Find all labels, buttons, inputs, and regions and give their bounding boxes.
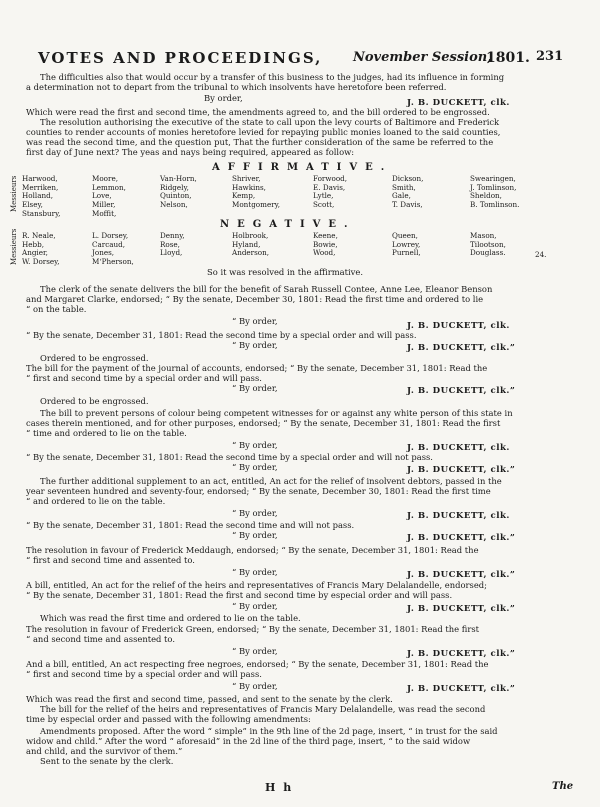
voter-name: Kemp, [232, 191, 256, 201]
voter-name: Moffit, [92, 208, 117, 218]
voter-name: Wood, [313, 248, 336, 258]
text-line: The resolution in favour of Frederick Meddaugh, endorsed; “ By the senate, December 31, 1801: Read the [26, 545, 479, 555]
header-year: 1801. [486, 50, 530, 66]
voter-name: B. Tomlinson. [470, 200, 520, 210]
affirmative-heading: AFFIRMATIVE. [212, 162, 393, 173]
text-line: The clerk of the senate delivers the bill for the benefit of Sarah Russell Contee, Anne Lee, Eleanor Benson [40, 284, 493, 294]
text-line: The resolution authorising the executive of the state to call upon the levy courts of Baltimore and Frederick [40, 117, 500, 127]
text-line: The further additional supplement to an act, entitled, An act for the relief of insolvent debtors, passed in the [40, 476, 502, 486]
text-line: and Margaret Clarke, endorsed; “ By the senate, December 30, 1801: Read the first time and ordered to lie [26, 294, 484, 304]
text-line: and child, and the survivor of them.” [26, 746, 183, 756]
voter-name: Angier, [22, 248, 48, 258]
text-line: “ By the senate, December 31, 1801: Read the second time by a special order and will pass. [26, 330, 417, 340]
voter-name: W. Dorsey, [22, 257, 60, 267]
voter-name: Tilootson, [470, 239, 506, 249]
by-order: “ By order, [232, 508, 278, 518]
text-line: And a bill, entitled, An act respecting free negroes, endorsed; “ By the senate, December 31, 1801: Read the [26, 659, 489, 669]
by-order: “ By order, [232, 462, 278, 472]
clerk-signature: J. B. DUCKETT, clk.” [407, 465, 516, 475]
text-line: time by especial order and passed with the following amendments: [26, 714, 311, 724]
voter-name: Lytle, [313, 191, 334, 201]
clerk-signature: J. B. DUCKETT, clk.” [407, 649, 516, 659]
voter-name: Quinton, [160, 191, 192, 201]
voter-name: M‘Pherson, [92, 257, 134, 267]
by-order: “ By order, [232, 601, 278, 611]
voter-name: Nelson, [160, 200, 188, 210]
voter-name: Scott, [313, 200, 335, 210]
text-line: cases therein mentioned, and for other purposes, endorsed; “ By the senate, December 31, 1801: Read the first [26, 418, 501, 428]
voter-name: Holland, [22, 191, 53, 201]
voter-name: Rose, [160, 239, 180, 249]
text-line: “ on the table. [26, 304, 87, 314]
clerk-signature: J. B. DUCKETT, clk. [407, 98, 510, 108]
text-line: Sent to the senate by the clerk. [40, 756, 174, 766]
voter-name: Gale, [392, 191, 411, 201]
vote-column [22, 232, 60, 267]
voter-name: J. Tomlinson, [470, 182, 517, 192]
vote-column [232, 175, 280, 210]
text-line: “ first and second time by a special order and will pass. [26, 669, 262, 679]
header-title: VOTES AND PROCEEDINGS, [38, 49, 323, 67]
catchword: The [552, 781, 574, 792]
text-line: Amendments proposed. After the word “ simple” in the 9th line of the 2d page, insert, “ in trust for the said [40, 726, 498, 736]
voter-name: Swearingen, [470, 174, 516, 183]
voter-name: Stansbury, [22, 208, 61, 218]
voter-name: Lloyd, [160, 248, 183, 258]
by-order: “ By order, [232, 340, 278, 350]
voter-name: T. Davis, [392, 200, 423, 210]
vote-column [313, 175, 347, 210]
voter-name: Harwood, [22, 174, 58, 183]
text-line: first day of June next? The yeas and nays being required, appeared as follow: [26, 147, 355, 157]
text-line: The bill for the relief of the heirs and representatives of Francis Mary Delalandelle, was read the second [40, 704, 486, 714]
text-line: year seventeen hundred and seventy-four, endorsed; “ By the senate, December 30, 1801: Read the first time [26, 486, 491, 496]
by-order: “ By order, [232, 383, 278, 393]
text-line: The bill to prevent persons of colour being competent witnesses for or against any white person of this state in [40, 408, 513, 418]
clerk-signature: J. B. DUCKETT, clk. [407, 511, 510, 521]
voter-name: Douglass. [470, 248, 506, 258]
voter-name: Hawkins, [232, 182, 266, 192]
text-line: “ By the senate, December 31, 1801: Read the first and second time by especial order and will pass. [26, 590, 453, 600]
voter-name: Lemmon, [92, 182, 126, 192]
text-line: The bill for the payment of the journal of accounts, endorsed; “ By the senate, December 31, 1801: Read the [26, 363, 488, 373]
voter-name: Lowrey, [392, 239, 421, 249]
clerk-signature: J. B. DUCKETT, clk.” [407, 343, 516, 353]
vote-column [470, 232, 506, 258]
voter-name: Hyland, [232, 239, 261, 249]
messieurs-label: Messieurs [10, 228, 18, 265]
text-line: The resolution in favour of Frederick Green, endorsed; “ By the senate, December 31, 1801: Read the first [26, 624, 480, 634]
voter-name: Keene, [313, 231, 338, 240]
voter-name: Forwood, [313, 174, 348, 183]
signature-mark: H h [265, 781, 294, 794]
vote-column [313, 232, 338, 258]
text-line: a determination not to depart from the tribunal to which insolvents have heretofore been referred. [26, 82, 447, 92]
by-order: “ By order, [232, 567, 278, 577]
clerk-signature: J. B. DUCKETT, clk.” [407, 684, 516, 694]
text-line: Ordered to be engrossed. [40, 353, 149, 363]
text-line: The difficulties also that would occur by a transfer of this business to the judges, had its influence in forming [40, 72, 505, 82]
voter-name: Dickson, [392, 174, 424, 183]
by-order: “ By order, [232, 681, 278, 691]
voter-name: Miller, [92, 200, 116, 210]
voter-name: Shriver, [232, 174, 261, 183]
by-order: “ By order, [232, 316, 278, 326]
clerk-signature: J. B. DUCKETT, clk.” [407, 386, 516, 396]
vote-column [160, 232, 185, 258]
voter-name: Purnell, [392, 248, 421, 258]
vote-column [92, 232, 134, 267]
text-line: “ first and second time by a special order and will pass. [26, 373, 262, 383]
text-line: A bill, entitled, An act for the relief of the heirs and representatives of Francis Mary Delalandelle, endorsed; [26, 580, 487, 590]
vote-column [92, 175, 126, 219]
voter-name: Merriken, [22, 182, 59, 192]
by-order: “ By order, [232, 646, 278, 656]
voter-name: Anderson, [232, 248, 270, 258]
clerk-signature: J. B. DUCKETT, clk. [407, 443, 510, 453]
clerk-signature: J. B. DUCKETT, clk.” [407, 604, 516, 614]
vote-column [160, 175, 197, 210]
voter-name: Montgomery, [232, 200, 281, 210]
text-line: Ordered to be engrossed. [40, 396, 149, 406]
clerk-signature: J. B. DUCKETT, clk.” [407, 533, 516, 543]
text-line: “ and second time and assented to. [26, 634, 175, 644]
voter-name: Mason, [470, 231, 497, 240]
text-line: counties to render accounts of monies heretofore levied for repaying public monies loaned to the said counties, [26, 127, 501, 137]
text-line: “ first and second time and assented to. [26, 555, 195, 565]
voter-name: Carcaud, [92, 239, 126, 249]
clerk-signature: J. B. DUCKETT, clk. [407, 321, 510, 331]
voter-name: Bowie, [313, 239, 338, 249]
text-line: “ By the senate, December 31, 1801: Read the second time by a special order and will not pass. [26, 452, 433, 462]
by-order: “ By order, [232, 530, 278, 540]
voter-name: Queen, [392, 231, 418, 240]
voter-name: Holbrook, [232, 231, 269, 240]
voter-name: Love, [92, 191, 112, 201]
clerk-signature: J. B. DUCKETT, clk.” [407, 570, 516, 580]
text-line: “ By the senate, December 31, 1801: Read the second time and will not pass. [26, 520, 355, 530]
text-line: “ time and ordered to lie on the table. [26, 428, 187, 438]
vote-column [22, 175, 60, 219]
by-order: “ By order, [232, 440, 278, 450]
voter-name: E. Davis, [313, 182, 346, 192]
voter-name: Ridgely, [160, 182, 189, 192]
text-line: “ and ordered to lie on the table. [26, 496, 166, 506]
vote-column [470, 175, 519, 210]
vote-count: 24. [535, 250, 547, 259]
voter-name: Van-Horn, [160, 174, 197, 183]
resolution-result: So it was resolved in the affirmative. [207, 267, 364, 277]
messieurs-label: Messieurs [10, 175, 18, 212]
vote-column [232, 232, 269, 258]
voter-name: Moore, [92, 174, 118, 183]
voter-name: R. Neale, [22, 231, 56, 240]
text-line: widow and child.” After the word “ aforesaid” in the 2d line of the third page, insert, “ to the said widow [26, 736, 471, 746]
voter-name: Sheldon, [470, 191, 502, 201]
voter-name: Smith, [392, 182, 416, 192]
voter-name: Jones, [92, 248, 115, 258]
text-line: Which was read the first time and ordered to lie on the table. [40, 613, 301, 623]
header-session: November Session, [353, 50, 492, 65]
by-order: By order, [204, 93, 243, 103]
voter-name: Denny, [160, 231, 185, 240]
voter-name: L. Dorsey, [92, 231, 129, 240]
text-line: Which was read the first and second time, passed, and sent to the senate by the clerk. [26, 694, 393, 704]
vote-column [392, 175, 423, 210]
text-line: Which were read the first and second time, the amendments agreed to, and the bill ordered to be engrossed. [26, 107, 490, 117]
vote-column [392, 232, 421, 258]
voter-name: Elsey, [22, 200, 43, 210]
page-header [38, 49, 583, 69]
text-line: was read the second time, and the question put, That the further consideration of the same be referred to the [26, 137, 494, 147]
negative-heading: NEGATIVE. [220, 219, 356, 230]
voter-name: Hebb, [22, 239, 45, 249]
page-number: 231 [536, 49, 564, 64]
